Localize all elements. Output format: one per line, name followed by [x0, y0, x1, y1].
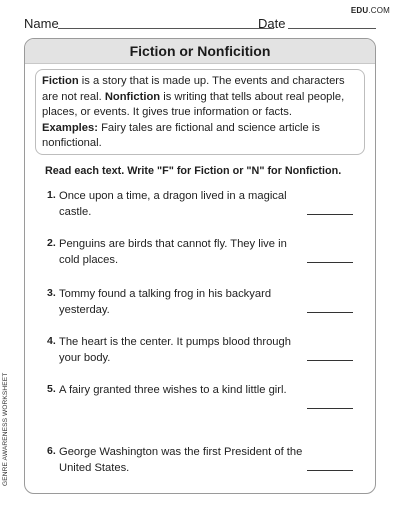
examples-text: Fairy tales are fictional and science article is nonfictional.: [42, 121, 320, 149]
question-number: 5.: [47, 383, 56, 395]
date-label: Date: [258, 16, 286, 31]
date-line[interactable]: [288, 28, 376, 29]
answer-line[interactable]: [307, 408, 353, 409]
worksheet-panel: [24, 38, 376, 494]
side-worksheet-label: GENRE AWARENESS WORKSHEET: [2, 372, 9, 486]
fiction-definition: is a story that is made up. The events and characters are not real.: [42, 75, 345, 103]
answer-line[interactable]: [307, 470, 353, 471]
question-text: A fairy granted three wishes to a kind little girl.: [59, 384, 287, 396]
fiction-term: Fiction: [42, 75, 79, 87]
question-item: [47, 287, 367, 321]
question-text: Tommy found a talking frog in his backyard yesterday.: [59, 288, 272, 316]
question-list: [25, 39, 375, 493]
question-item: [47, 335, 367, 369]
question-text: Once upon a time, a dragon lived in a magical castle.: [59, 190, 287, 218]
question-item: [47, 445, 367, 479]
question-text: Penguins are birds that cannot fly. They live in cold places.: [59, 238, 287, 266]
question-number: 2.: [47, 237, 56, 249]
question-text: The heart is the center. It pumps blood through your body.: [59, 336, 291, 364]
question-item: [47, 237, 367, 271]
nonfiction-definition: is writing that tells about real people, places, or events. It gives true information or facts.: [42, 90, 345, 118]
question-item: [47, 383, 367, 417]
question-number: 3.: [47, 287, 56, 299]
answer-line[interactable]: [307, 262, 353, 263]
question-text: George Washington was the first President of the United States.: [59, 446, 303, 474]
examples-term: Examples:: [42, 121, 98, 134]
name-line[interactable]: [58, 28, 274, 29]
worksheet-title: Fiction or Nonficition: [129, 43, 271, 59]
nonfiction-term: Nonfiction: [104, 90, 161, 103]
logo-suffix: .COM: [368, 6, 390, 15]
instructions: Read each text. Write "F" for Fiction or "N" for Nonfiction.: [45, 165, 342, 177]
question-item: [47, 189, 367, 223]
name-date-row: [24, 14, 376, 34]
logo-brand: EDU: [350, 6, 369, 15]
question-number: 1.: [47, 189, 56, 201]
answer-line[interactable]: [307, 312, 353, 313]
answer-line[interactable]: [307, 360, 353, 361]
name-label: Name: [24, 16, 59, 31]
answer-line[interactable]: [307, 214, 353, 215]
question-number: 6.: [47, 445, 56, 457]
question-number: 4.: [47, 335, 56, 347]
